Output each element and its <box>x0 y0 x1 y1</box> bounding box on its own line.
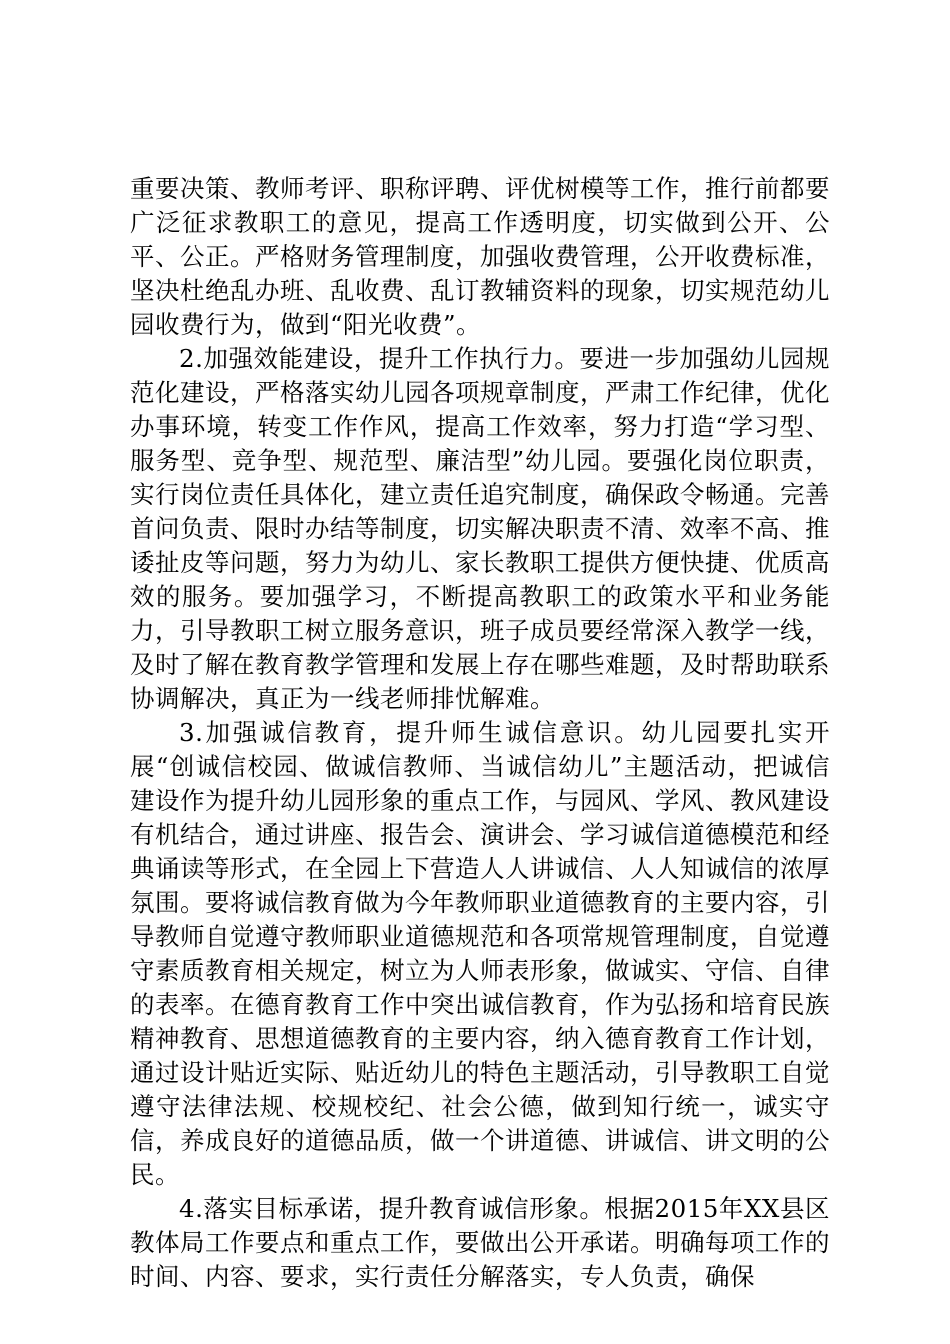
paragraph-item-4: 4.落实目标承诺，提升教育诚信形象。根据2015年XX县区教体局工作要点和重点工作，要做出公开承诺。明确每项工作的时间、内容、要求，实行责任分解落实，专人负责，确保 <box>130 1194 830 1291</box>
paragraph-item-3: 3.加强诚信教育，提升师生诚信意识。幼儿园要扎实开展“创诚信校园、做诚信教师、当诚信幼儿”主题活动，把诚信建设作为提升幼儿园形象的重点工作，与园风、学风、教风建设有机结合，通过讲座、报告会、演讲会、学习诚信道德模范和经典诵读等形式，在全园上下营造人人讲诚信、人人知诚信的浓厚氛围。要将诚信教育做为今年教师职业道德教育的主要内容，引导教师自觉遵守教师职业道德规范和各项常规管理制度，自觉遵守素质教育相关规定，树立为人师表形象，做诚实、守信、自律的表率。在德育教育工作中突出诚信教育，作为弘扬和培育民族精神教育、思想道德教育的主要内容，纳入德育教育工作计划，通过设计贴近实际、贴近幼儿的特色主题活动，引导教职工自觉遵守法律法规、校规校纪、社会公德，做到知行统一，诚实守信，养成良好的道德品质，做一个讲道德、讲诚信、讲文明的公民。 <box>130 718 830 1189</box>
paragraph-continuation: 重要决策、教师考评、职称评聘、评优树模等工作，推行前都要广泛征求教职工的意见，提高工作透明度，切实做到公开、公平、公正。严格财务管理制度，加强收费管理，公开收费标准，坚决杜绝乱办班、乱收费、乱订教辅资料的现象，切实规范幼儿园收费行为，做到“阳光收费”。 <box>130 174 830 339</box>
document-body <box>130 172 830 1294</box>
paragraph-item-2: 2.加强效能建设，提升工作执行力。要进一步加强幼儿园规范化建设，严格落实幼儿园各项规章制度，严肃工作纪律，优化办事环境，转变工作作风，提高工作效率，努力打造“学习型、服务型、竞争型、规范型、廉洁型”幼儿园。要强化岗位职责，实行岗位责任具体化，建立责任追究制度，确保政令畅通。完善首问负责、限时办结等制度，切实解决职责不清、效率不高、推诿扯皮等问题，努力为幼儿、家长教职工提供方便快捷、优质高效的服务。要加强学习，不断提高教职工的政策水平和业务能力，引导教职工树立服务意识，班子成员要经常深入教学一线，及时了解在教育教学管理和发展上存在哪些难题，及时帮助联系协调解决，真正为一线老师排忧解难。 <box>130 344 830 713</box>
